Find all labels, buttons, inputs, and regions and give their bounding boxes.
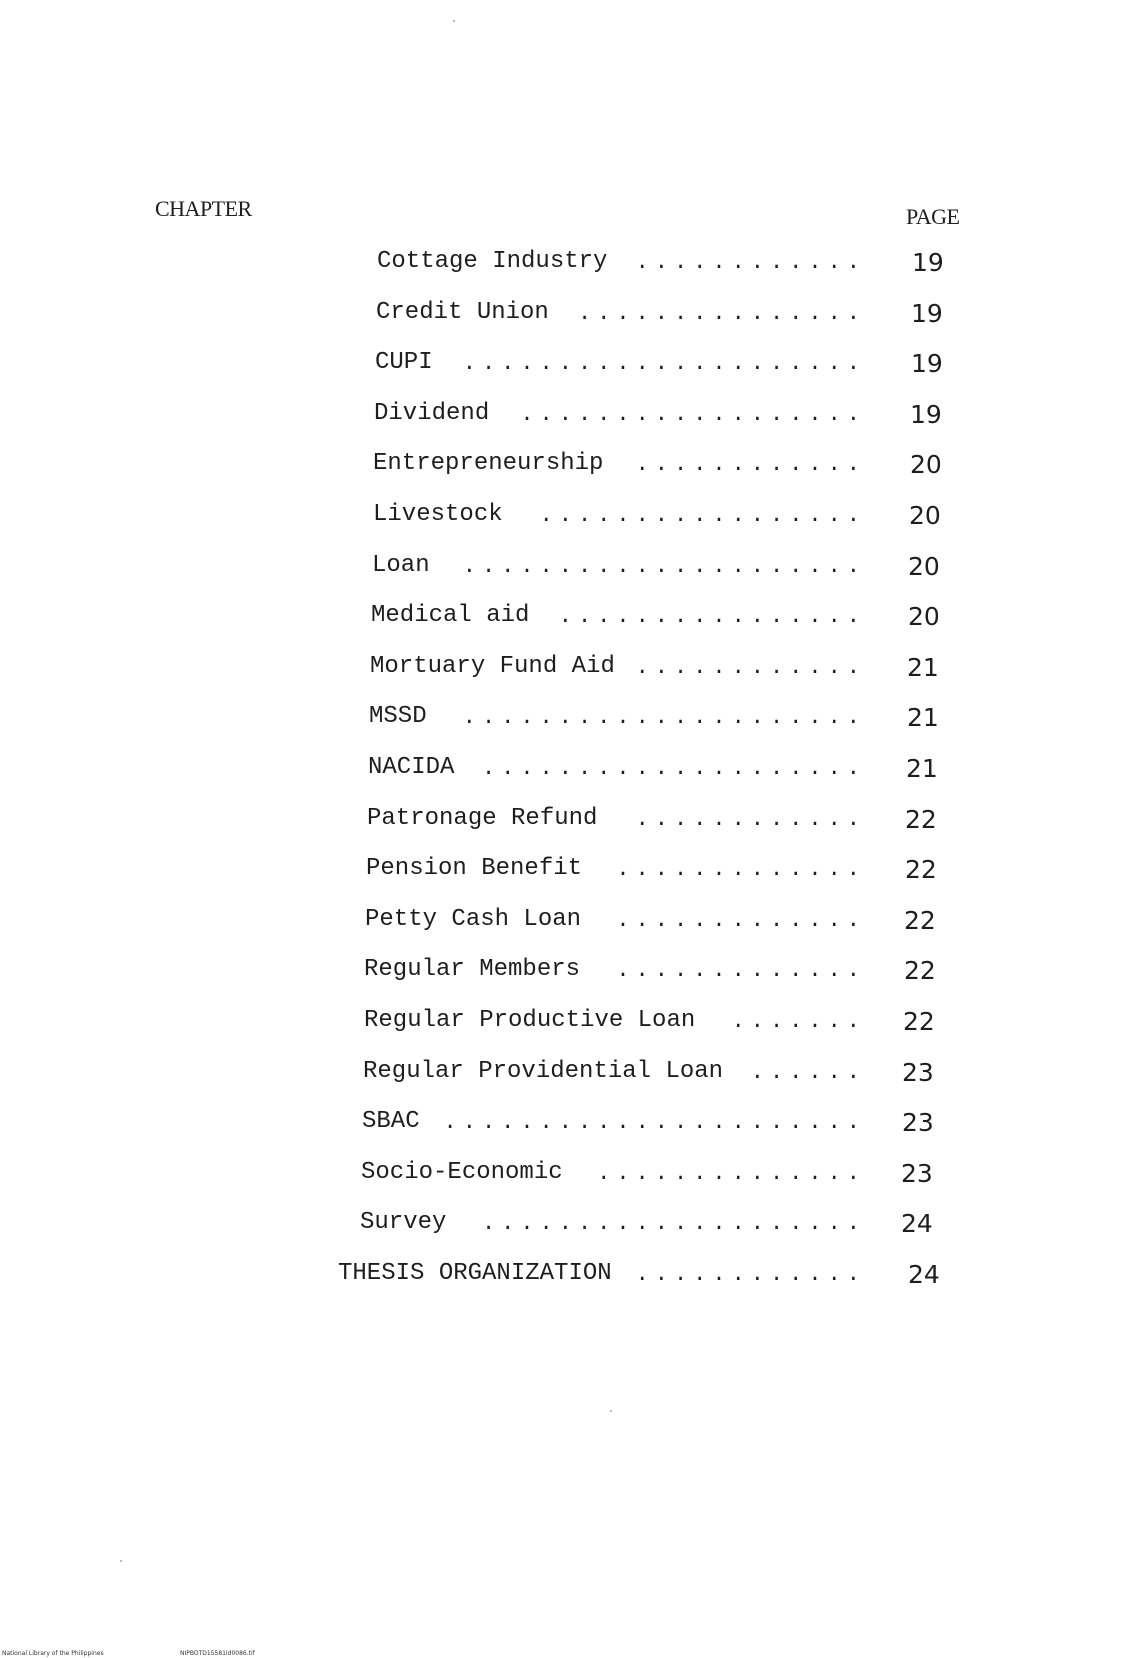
toc-entry-page: 23 [902,1058,934,1087]
toc-entry [360,1209,933,1243]
toc-entry-page: 23 [901,1159,933,1188]
toc-entry [367,805,937,839]
footer-library: National Library of the Philippines [2,1650,104,1657]
toc-entry [364,956,936,990]
toc-entry [365,906,936,940]
page-heading: PAGE [906,204,960,229]
toc-entry-label: Petty Cash Loan [365,906,582,933]
toc-entry [372,552,940,586]
toc-entry-page: 24 [901,1209,933,1238]
toc-entry-page: 19 [911,349,943,378]
toc-entry-label: MSSD [369,703,427,730]
toc-entry-label: Medical aid [371,602,530,629]
footer-file-id: NIPBOTD15581ld0086.tif [180,1650,255,1657]
toc-entry-page: 21 [907,653,939,682]
toc-leader-dots: .................... [481,1211,866,1236]
toc-entry-label: Regular Members [364,956,581,983]
toc-entry-page: 19 [911,299,943,328]
toc-leader-dots: ............... [577,301,866,326]
toc-entry [366,855,937,889]
toc-entry-page: 22 [904,956,936,985]
toc-entry [376,299,943,333]
toc-entry [371,602,940,636]
toc-entry-label: SBAC [362,1108,420,1135]
toc-entry-page: 20 [909,501,941,530]
toc-leader-dots: ............. [616,857,866,882]
toc-entry-page: 22 [904,906,936,935]
toc-leader-dots: ............ [635,655,866,680]
toc-entry-label: CUPI [375,349,433,376]
toc-entry [375,349,943,383]
toc-entry [374,400,942,434]
toc-entry [363,1058,934,1092]
chapter-heading: CHAPTER [155,196,252,221]
toc-leader-dots: ..................... [462,554,866,579]
toc-entry-label: Survey [360,1209,447,1236]
toc-leader-dots: ............ [635,452,866,477]
toc-entry-label: Credit Union [376,299,549,326]
toc-entry-label: Mortuary Fund Aid [370,653,615,680]
toc-leader-dots: .............. [597,1161,866,1186]
toc-entry-page: 20 [908,552,940,581]
toc-entry-page: 19 [910,400,942,429]
toc-entry [361,1159,933,1193]
toc-entry-label: Pension Benefit [366,855,583,882]
toc-entry [373,450,942,484]
toc-leader-dots: ..................... [462,351,866,376]
toc-entry [377,248,944,282]
toc-entry-page: 23 [902,1108,934,1137]
toc-entry-page: 24 [908,1260,940,1289]
toc-entry-label: Regular Providential Loan [363,1058,724,1085]
toc-entry-label: Cottage Industry [377,248,608,275]
toc-entry [368,754,938,788]
toc-entry-label: Socio-Economic [361,1159,563,1186]
toc-leader-dots: ............. [616,958,866,983]
toc-entry-label: THESIS ORGANIZATION [338,1260,612,1287]
toc-leader-dots: .................. [520,402,866,427]
toc-entry [364,1007,935,1041]
toc-leader-dots: ....... [731,1009,866,1034]
toc-entry-page: 22 [905,855,937,884]
toc-leader-dots: ...................... [443,1110,866,1135]
toc-leader-dots: ..................... [462,705,866,730]
toc-leader-dots: ................. [539,503,866,528]
toc-leader-dots: ............. [616,908,866,933]
toc-entry-page: 22 [905,805,937,834]
toc-leader-dots: ............ [635,807,866,832]
toc-entry-page: 21 [906,754,938,783]
toc-entry-page: 20 [908,602,940,631]
scan-speck [453,20,455,22]
toc-entry-label: Livestock [373,501,503,528]
scan-speck [610,1410,612,1412]
toc-entry [362,1108,934,1142]
toc-entry-page: 20 [910,450,942,479]
scan-speck [120,1560,122,1562]
toc-entry-label: Patronage Refund [367,805,598,832]
toc-leader-dots: .................... [481,756,866,781]
toc-entry [373,501,941,535]
toc-leader-dots: ...... [750,1060,866,1085]
toc-entry-label: Regular Productive Loan [364,1007,696,1034]
toc-leader-dots: ................ [558,604,866,629]
toc-entry-page: 19 [912,248,944,277]
toc-entry-label: Entrepreneurship [373,450,604,477]
toc-entry-label: Loan [372,552,430,579]
toc-entry-label: NACIDA [368,754,455,781]
toc-entry-page: 22 [903,1007,935,1036]
toc-leader-dots: ............ [635,1262,866,1287]
toc-entry [338,1260,940,1294]
toc-leader-dots: ............ [635,250,866,275]
toc-entry-page: 21 [907,703,939,732]
toc-entry-label: Dividend [374,400,490,427]
toc-entry [369,703,939,737]
toc-entry [370,653,939,687]
